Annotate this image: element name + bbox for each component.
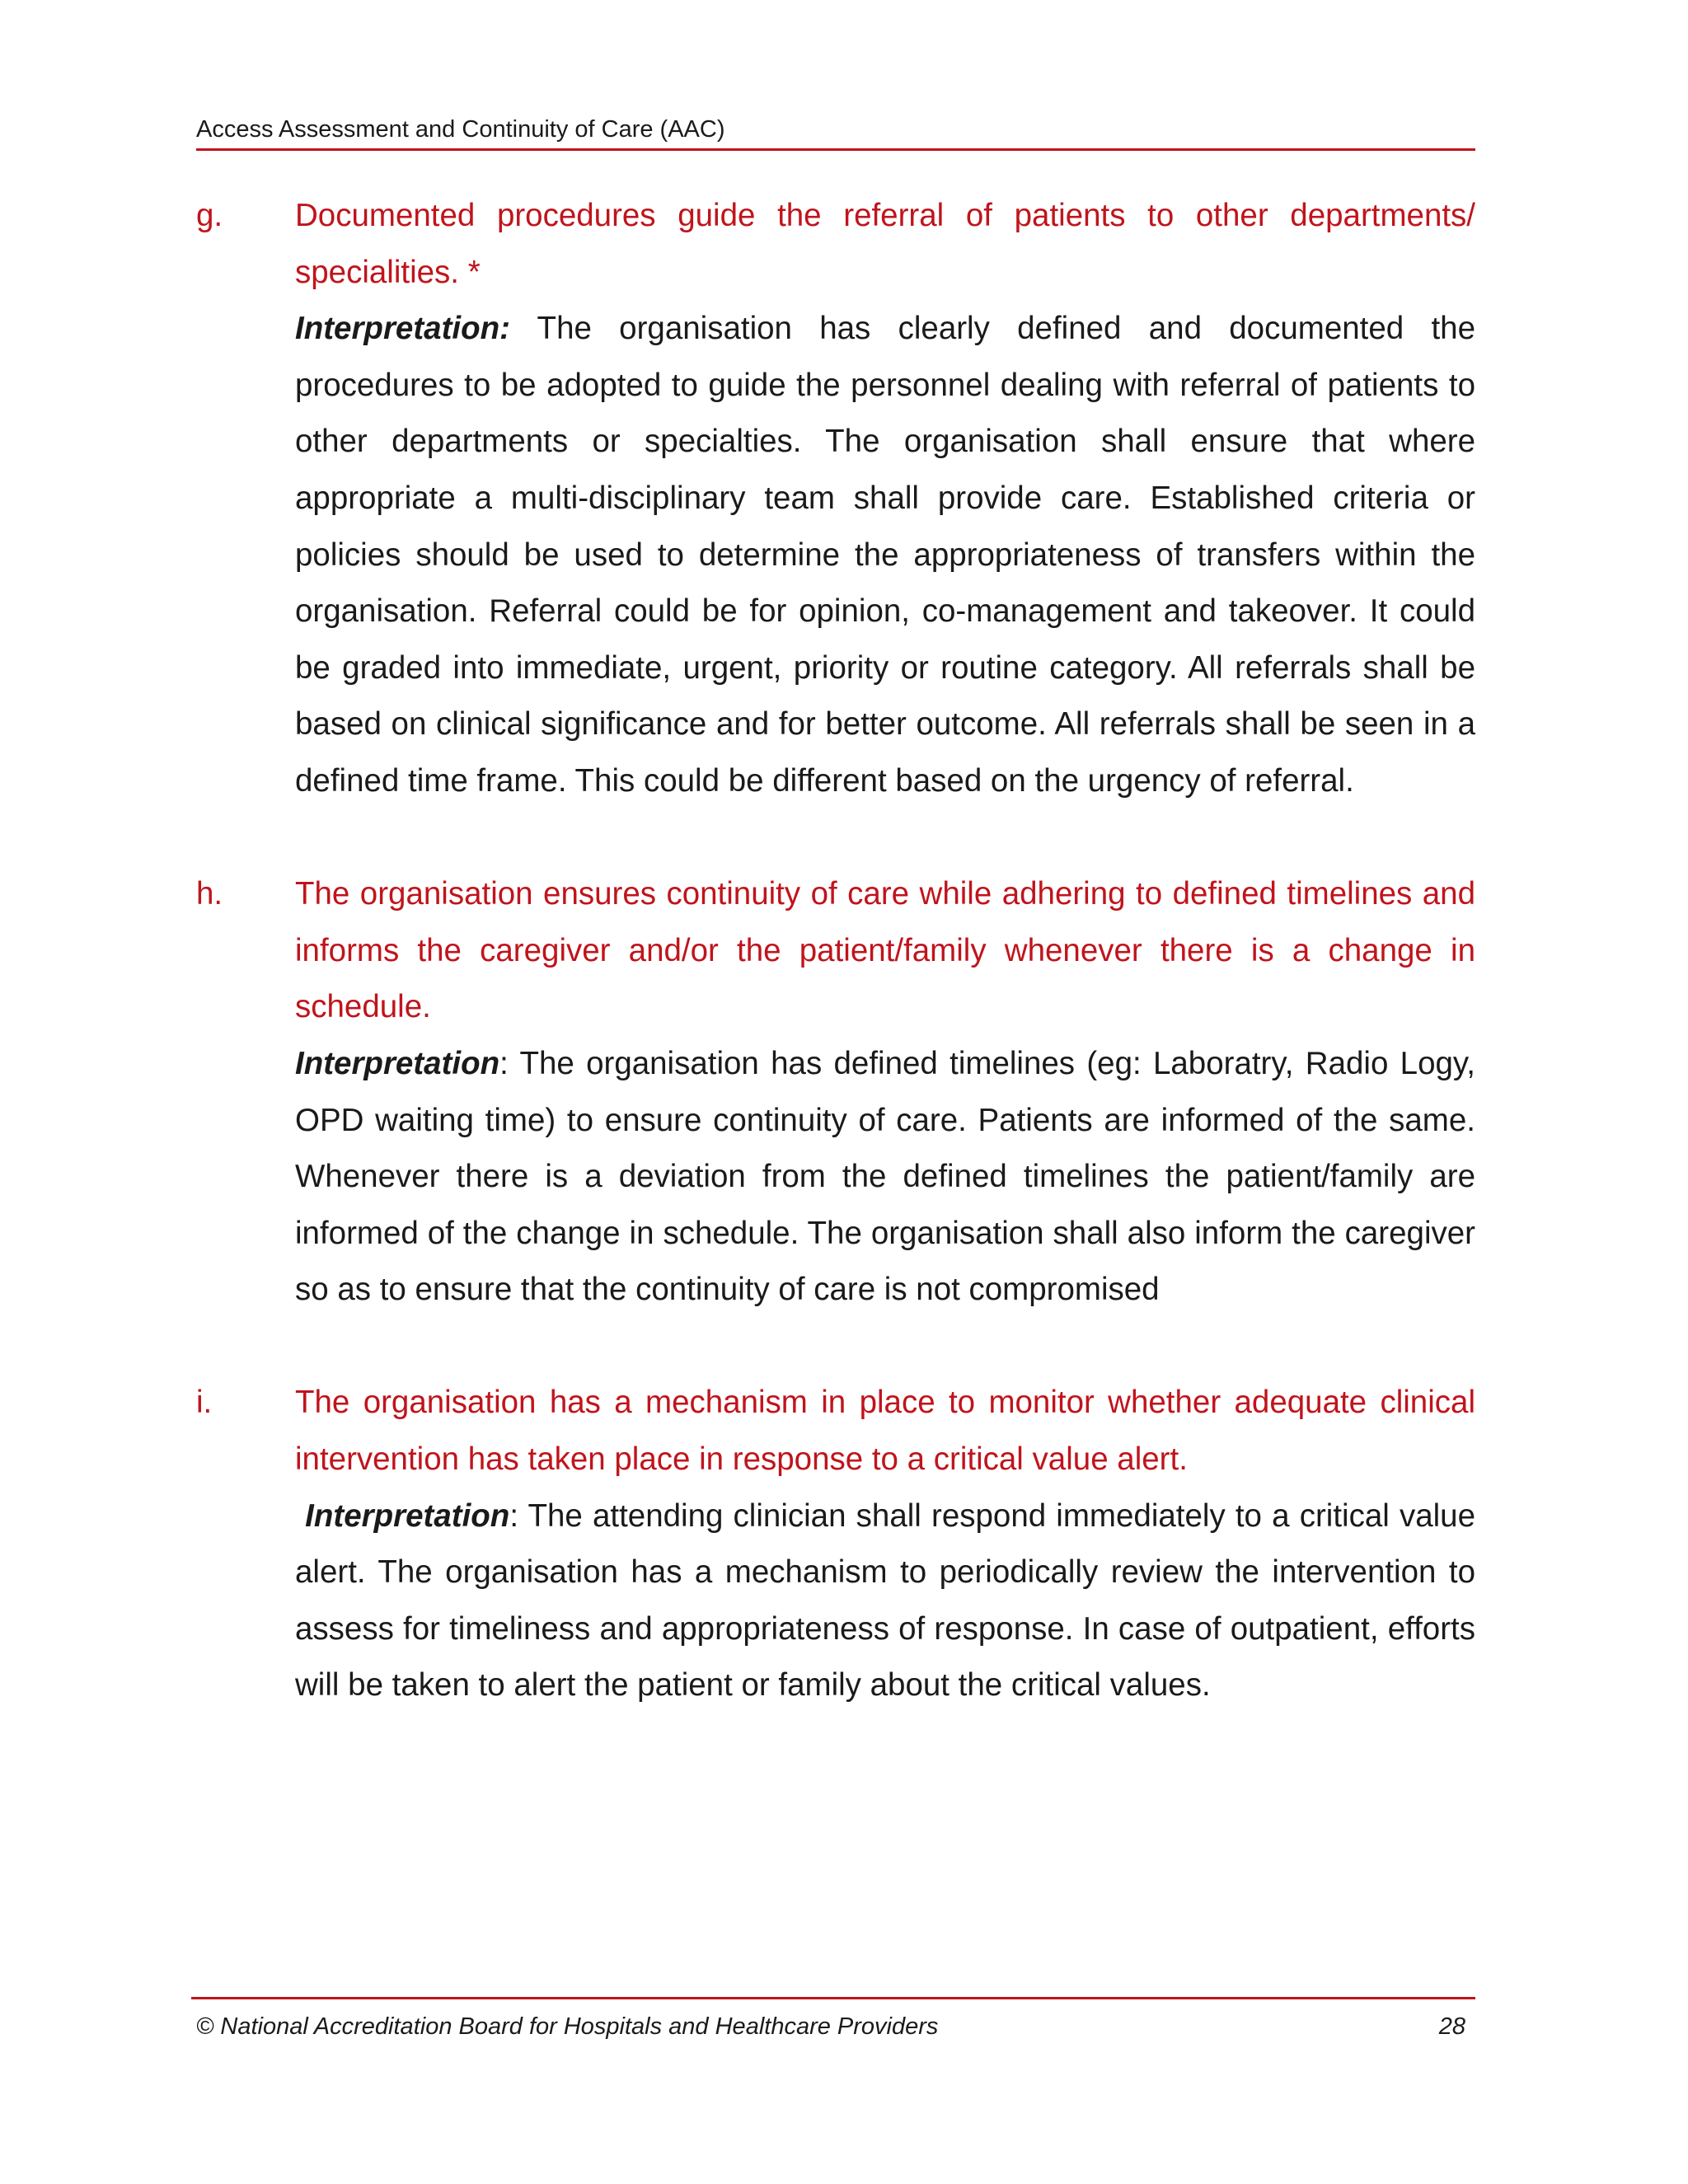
- page-footer: [191, 1997, 1475, 2049]
- standard-statement: The organisation ensures continuity of care while adhering to defined timelines and informs the caregiver and/or the patient/family whenever there is a change in schedule.: [295, 876, 1475, 1025]
- interpretation-label: Interpretation: [305, 1497, 510, 1534]
- page-number: 28: [1438, 2013, 1465, 2040]
- interpretation-text: The organisation has clearly defined and documented the procedures to be adopted to guide the personnel dealing with referral of patients to other departments or specialties. The organisation shall ensure that where appropriate a multi-disciplinary team shall provide care. Established criteria or policies should be used to determine the appropriateness of transfers within the organisation. Referral could be for opinion, co-management and takeover. It could be graded into immediate, urgent, priority or routine category. All referrals shall be based on clinical significance and for better outcome. All referrals shall be seen in a defined time frame. This could be different based on the urgency of referral.: [295, 311, 1475, 799]
- interpretation-paragraph: [295, 301, 1475, 809]
- standard-item-h: [196, 866, 1475, 1319]
- interpretation-label: Interpretation: [295, 1045, 500, 1081]
- document-body: [196, 188, 1475, 1714]
- item-marker: h.: [196, 876, 223, 912]
- header-title: Access Assessment and Continuity of Care (AAC): [196, 116, 725, 143]
- standard-item-i: [196, 1375, 1475, 1714]
- page-header: [196, 115, 1475, 151]
- standard-statement: Documented procedures guide the referral of patients to other departments/ specialities. *: [295, 198, 1475, 290]
- standard-statement: The organisation has a mechanism in place to monitor whether adequate clinical intervention has taken place in response to a critical value alert.: [295, 1385, 1475, 1478]
- item-marker: i.: [196, 1385, 213, 1421]
- standard-item-g: [196, 188, 1475, 810]
- interpretation-label: Interpretation:: [295, 311, 510, 347]
- item-marker: g.: [196, 198, 223, 233]
- interpretation-paragraph: [295, 1488, 1475, 1714]
- interpretation-text: : The attending clinician shall respond immediately to a critical value alert. The organisation has a mechanism to periodically review the intervention to assess for timeliness and appropriateness of response. In case of outpatient, efforts will be taken to alert the patient or family about the critical values.: [295, 1497, 1476, 1704]
- footer-copyright: © National Accreditation Board for Hospitals and Healthcare Providers: [196, 2013, 939, 2040]
- interpretation-paragraph: [295, 1036, 1475, 1319]
- interpretation-text: : The organisation has defined timelines (eg: Laboratry, Radio Logy, OPD waiting time) to ensure continuity of care. Patients are informed of the same. Whenever there is a deviation from the defined timelines the patient/family are informed of the change in schedule. The organisation shall also inform the caregiver so as to ensure that the continuity of care is not compromised: [295, 1045, 1475, 1308]
